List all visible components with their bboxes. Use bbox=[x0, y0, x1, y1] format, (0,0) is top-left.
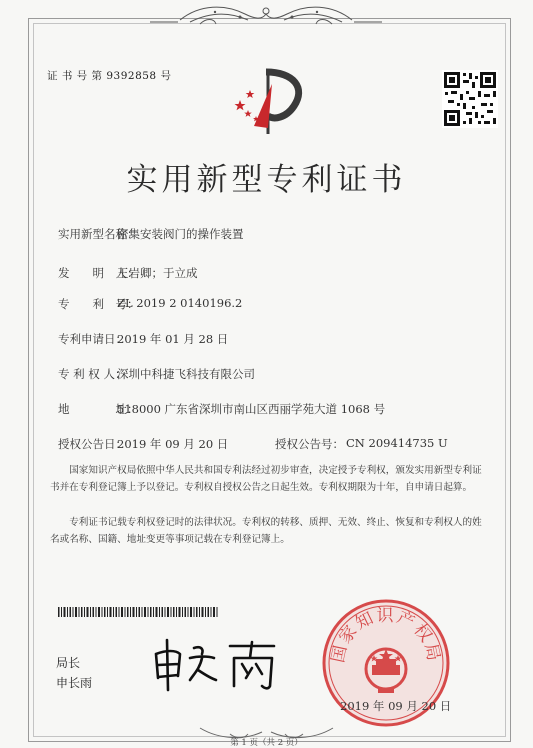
field-value: ZL 2019 2 0140196.2 bbox=[117, 296, 243, 310]
paragraph: 国家知识产权局依照中华人民共和国专利法经过初步审查，决定授予专利权，颁发实用新型专利证书并在专利登记簿上予以登记。专利权自授权公告之日起生效。专利权期限为十年，自申请日起算。 bbox=[50, 465, 482, 493]
announcement-date-value: 2019 年 09 月 20 日 bbox=[117, 437, 229, 451]
field-row-patentee bbox=[0, 366, 533, 382]
field-row-name bbox=[0, 226, 533, 242]
field-label: 地 址： bbox=[58, 402, 139, 416]
field-label: 专利申请日： bbox=[58, 332, 127, 346]
top-ornament-icon bbox=[0, 0, 533, 40]
field-value: 深圳中科捷飞科技有限公司 bbox=[117, 367, 255, 381]
certificate-number: 证 书 号 第 9392858 号 bbox=[47, 70, 172, 82]
seal-date: 2019 年 09 月 20 日 bbox=[340, 699, 452, 713]
seal-text: 国家知识产权局 bbox=[328, 606, 444, 665]
field-value: 2019 年 01 月 28 日 bbox=[117, 332, 229, 346]
director-name: 申长雨 bbox=[56, 676, 93, 690]
field-row-announcement bbox=[0, 436, 533, 452]
legal-notice bbox=[50, 514, 490, 548]
field-row-address bbox=[0, 401, 533, 417]
grant-statement bbox=[50, 462, 490, 496]
announcement-number-label: 授权公告号： bbox=[275, 437, 344, 451]
director-title: 局长 bbox=[56, 656, 81, 670]
announcement-date-label: 授权公告日： bbox=[58, 437, 127, 451]
barcode-icon bbox=[58, 607, 218, 617]
field-row-patent-number bbox=[0, 296, 533, 312]
field-label: 实用新型名称： bbox=[58, 227, 139, 241]
qr-code-icon bbox=[442, 70, 498, 128]
cnipa-logo-icon bbox=[228, 66, 308, 136]
paragraph: 专利证书记载专利权登记时的法律状况。专利权的转移、质押、无效、终止、恢复和专利权人的姓名或名称、国籍、地址变更等事项记载在专利登记簿上。 bbox=[50, 517, 482, 545]
certificate-title: 实用新型专利证书 bbox=[126, 162, 407, 198]
field-value: 518000 广东省深圳市南山区西丽学苑大道 1068 号 bbox=[117, 402, 386, 416]
field-label: 专 利 号： bbox=[58, 297, 139, 311]
field-value: 密集安装阀门的操作装置 bbox=[117, 227, 244, 241]
field-label: 发 明 人： bbox=[58, 266, 139, 280]
field-row-application-date bbox=[0, 331, 533, 347]
field-label: 专 利 权 人： bbox=[58, 367, 127, 381]
field-value: 王岩卿；于立成 bbox=[117, 266, 198, 280]
field-row-inventor bbox=[0, 265, 533, 281]
handwritten-signature bbox=[150, 634, 280, 694]
announcement-number-value: CN 209414735 U bbox=[346, 436, 448, 450]
page-number: 第 1 页（共 2 页） bbox=[230, 738, 303, 748]
